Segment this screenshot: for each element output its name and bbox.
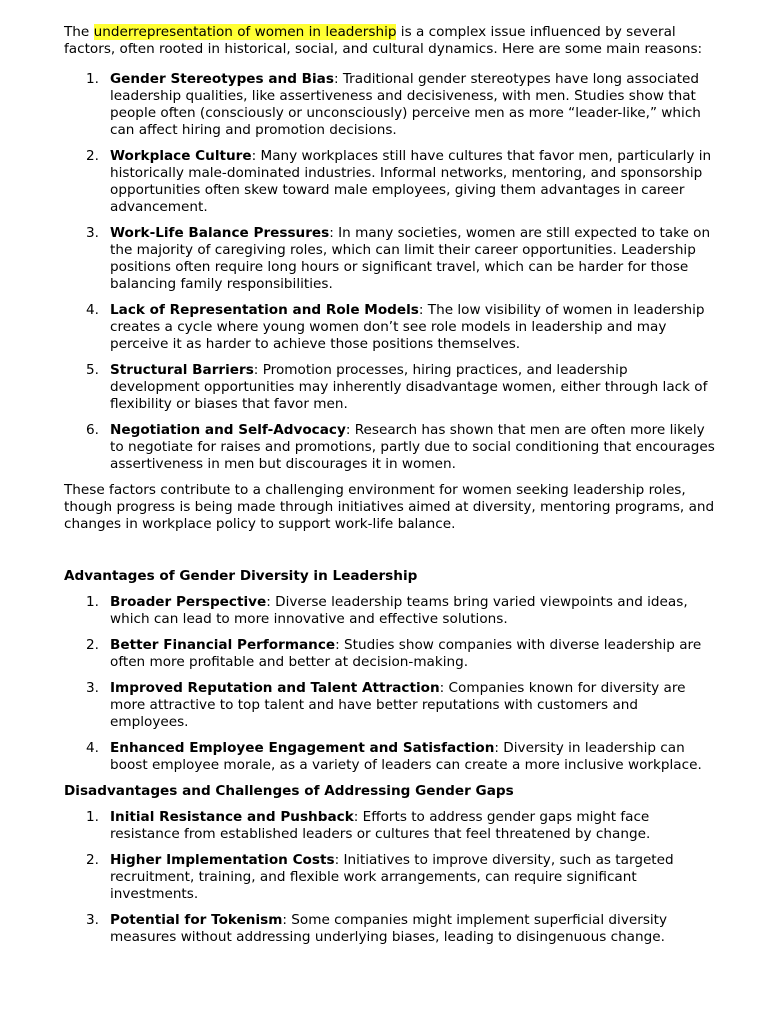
intro-suffix: is a complex issue influenced by several factors, often rooted in historical, social, and cultural dynamics. Here are some main reasons: [64,24,703,57]
advantages-heading: Advantages of Gender Diversity in Leadership [64,568,418,584]
list-number: 5. [86,362,99,378]
item-text: : Research has shown that men are often more likely to negotiate for raises and promotions, partly due to social conditioning that encourages assertiveness in men but discourages it in women. [110,422,715,472]
list-number: 2. [86,148,99,164]
list-number: 4. [86,302,99,318]
disadvantages-list [64,809,716,946]
item-title: Lack of Representation and Role Models [110,302,419,318]
advantages-list [64,594,716,774]
item-text: : Diversity in leadership can boost employee morale, as a variety of leaders can create a more inclusive workplace. [110,740,702,773]
list-number: 1. [86,809,99,825]
list-number: 4. [86,740,99,756]
list-item [64,852,716,903]
list-item [64,809,716,843]
summary-paragraph: These factors contribute to a challenging environment for women seeking leadership roles, though progress is being made through initiatives aimed at diversity, mentoring programs, and changes in workplace policy to support work-life balance. [64,482,715,532]
list-item [64,680,716,731]
item-text: : Studies show companies with diverse leadership are often more profitable and better at decision-making. [110,637,702,670]
list-item [64,148,716,216]
item-title: Initial Resistance and Pushback [110,809,354,825]
item-text: : Promotion processes, hiring practices, and leadership development opportunities may inherently disadvantage women, either through lack of flexibility or biases that favor men. [110,362,708,412]
list-item [64,637,716,671]
item-title: Workplace Culture [110,148,252,164]
item-title: Potential for Tokenism [110,912,283,928]
list-number: 2. [86,852,99,868]
highlighted-phrase: underrepresentation of women in leadership [93,24,397,40]
item-text: : Many workplaces still have cultures that favor men, particularly in historically male-dominated industries. Informal networks, mentoring, and sponsorship opportunities often skew toward male employees, giving them advantages in career advancement. [110,148,712,215]
list-item [64,912,716,946]
list-number: 2. [86,637,99,653]
item-text: : Diverse leadership teams bring varied viewpoints and ideas, which can lead to more innovative and effective solutions. [110,594,688,627]
intro-prefix: The [64,24,94,40]
list-item [64,362,716,413]
item-title: Better Financial Performance [110,637,336,653]
list-number: 1. [86,594,99,610]
list-number: 3. [86,912,99,928]
item-text: : Initiatives to improve diversity, such as targeted recruitment, training, and flexible work arrangements, can require significant investments. [110,852,674,902]
disadvantages-heading: Disadvantages and Challenges of Addressing Gender Gaps [64,783,514,799]
list-number: 3. [86,225,99,241]
item-text: : Companies known for diversity are more attractive to top talent and have better reputations with customers and employees. [110,680,686,730]
list-item [64,302,716,353]
item-title: Higher Implementation Costs [110,852,335,868]
item-title: Work-Life Balance Pressures [110,225,330,241]
item-title: Negotiation and Self-Advocacy [110,422,346,438]
list-number: 1. [86,71,99,87]
list-number: 3. [86,680,99,696]
item-title: Gender Stereotypes and Bias [110,71,334,87]
item-text: : Efforts to address gender gaps might face resistance from established leaders or cultures that feel threatened by change. [110,809,651,842]
item-text: : Traditional gender stereotypes have long associated leadership qualities, like assertiveness and decisiveness, with men. Studies show that people often (consciously or unconsciously) perceive men as more “leader-like,” which can affect hiring and promotion decisions. [110,71,701,138]
item-title: Structural Barriers [110,362,254,378]
reasons-list [64,71,716,473]
list-item [64,594,716,628]
item-title: Broader Perspective [110,594,267,610]
list-item [64,225,716,293]
item-text: : The low visibility of women in leadership creates a cycle where young women don’t see role models in leadership and may perceive it as harder to achieve those positions themselves. [110,302,705,352]
list-item [64,422,716,473]
item-text: : Some companies might implement superficial diversity measures without addressing underlying biases, leading to disingenuous change. [110,912,668,945]
item-title: Enhanced Employee Engagement and Satisfaction [110,740,495,756]
list-item [64,71,716,139]
list-number: 6. [86,422,99,438]
intro-paragraph [64,24,716,58]
item-title: Improved Reputation and Talent Attraction [110,680,440,696]
list-item [64,740,716,774]
item-text: : In many societies, women are still expected to take on the majority of caregiving roles, which can limit their career opportunities. Leadership positions often require long hours or significant travel, which can be harder for those balancing family responsibilities. [110,225,711,292]
